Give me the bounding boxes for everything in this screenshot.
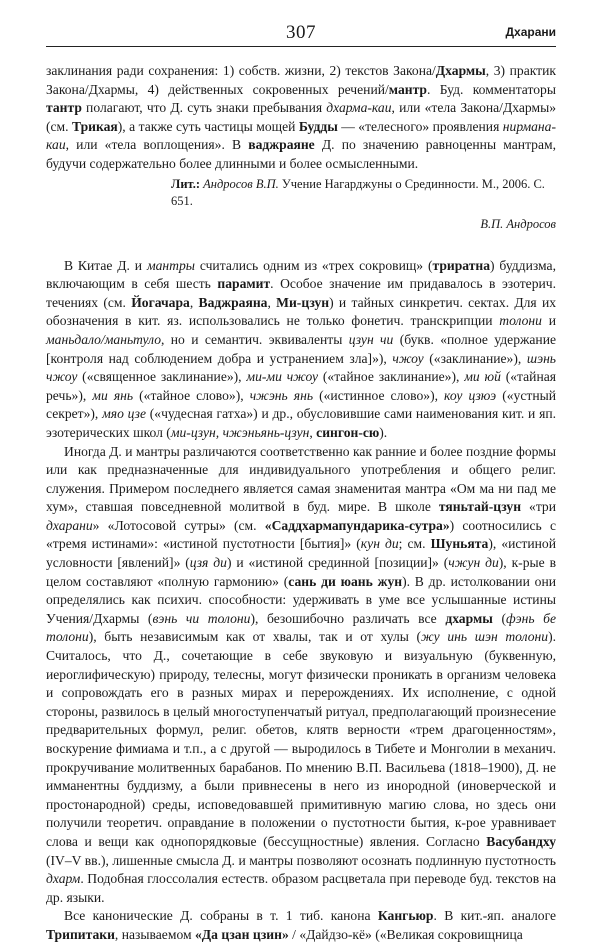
term-italic: ми-ми чжоу [246, 369, 319, 385]
term-italic: мяо цзе [102, 406, 146, 422]
term-bold: триратна [432, 257, 491, 273]
term-bold: Кангьюр [377, 908, 434, 924]
paragraph-canon [46, 907, 556, 944]
term-bold: Шуньята [430, 536, 489, 552]
text-run: » «Лотосовой сутры» (см. [92, 517, 265, 533]
text-run: ; см. [398, 536, 431, 552]
text-run: (IV–V вв.), лишенные смысла Д. и мантры позволяют осознать подлинную пустотность [46, 852, 556, 868]
article-body [46, 62, 556, 945]
term-italic: дхарм [46, 871, 81, 887]
text-run: В Китае Д. и [64, 257, 147, 273]
term-bold: дхармы [445, 610, 493, 626]
term-bold: Трикая [72, 118, 118, 134]
text-run: ) соотносились с «тремя истинами»: «истиной пустотности [бытия]» ( [46, 517, 557, 552]
author-signature [46, 216, 556, 233]
paragraph-china [46, 257, 556, 443]
term-italic: чжэнь янь [249, 387, 314, 403]
term-italic: маньдало/маньтуло [46, 331, 162, 347]
text-run: («тайное слово»), [133, 387, 250, 403]
term-bold: «Да цзан цзин» [194, 926, 289, 942]
text-run: ), безошибочно различать все [250, 610, 446, 626]
text-run: , [189, 294, 199, 310]
text-run: Все канонические Д. собраны в т. 1 тиб. канона [64, 908, 378, 924]
text-run: полагают, что Д. суть знаки пребывания [81, 100, 327, 116]
term-bold: Йогачара [131, 294, 190, 310]
term-italic: шэнь чжоу [46, 350, 556, 385]
text-run: ). [379, 424, 388, 440]
text-run: , или «тела Закона/Дхармы» (см. [46, 100, 557, 134]
text-run: («заклинание»), [423, 350, 527, 366]
text-run: , 3) практик Закона/Дхармы, 4) действенных сокровенных речений/ [46, 63, 557, 97]
literature-reference [171, 176, 556, 210]
term-bold: Дхармы [435, 63, 486, 78]
term-italic: ми юй [464, 369, 501, 385]
term-italic: толони [499, 313, 542, 329]
text-run: , или «тела воплощения». В [65, 137, 249, 153]
term-bold: мантр [388, 81, 427, 97]
text-run: , [309, 424, 317, 440]
paragraph-distinction [46, 443, 556, 908]
text-run: ), а также суть частицы мощей [117, 118, 299, 134]
paragraph-intro [46, 62, 556, 174]
term-bold: Трипитаки [46, 926, 115, 942]
text-run: . Буд. комментаторы [426, 81, 556, 97]
text-run: ) буддизма, включающим в себя шесть [46, 257, 556, 292]
text-run: , но и семантич. эквиваленты [161, 331, 349, 347]
text-run: ), быть независимым как от хвалы, так и от хулы ( [88, 629, 422, 645]
text-run: ) и тайных синкретич. сектах. Для их обозначения в кит. яз. использовались не только фонетич. транскрипции [46, 294, 557, 329]
term-italic: мантры [146, 257, 195, 273]
page-header [46, 24, 556, 47]
text-run: . Особое значение им придавалось в эзотерич. течениях (см. [46, 276, 556, 310]
term-bold: тантр [46, 100, 82, 116]
running-head: Дхарани [505, 25, 556, 39]
term-italic: коу цзюэ [444, 387, 497, 403]
text-run: , [267, 294, 277, 310]
term-bold: Ми-цзун [276, 294, 330, 310]
text-run: «три [521, 499, 557, 515]
text-run: ). В др. истолковании они определялись как психич. способности: удерживать в уме все услышанные истины Учения/Дхармы ( [46, 573, 556, 626]
text-run: . Подобная глоссолалия естеств. образом расцветала при переводе буд. текстов на др. языки. [46, 871, 556, 905]
text-run: заклинания ради сохранения: 1) собств. жизни, 2) текстов Закона/ [46, 63, 436, 78]
term-bold: ваджраяне [248, 137, 315, 153]
text-run: и [541, 313, 556, 329]
term-italic: кун ди [360, 536, 399, 552]
term-bold: сань ди юань жун [288, 573, 403, 589]
term-italic: дхарани [46, 517, 93, 533]
text-run: («истинное слово»), [313, 387, 445, 403]
term-italic: цзя ди [189, 555, 227, 571]
term-italic: дхарма-каи [326, 100, 392, 116]
term-italic: нирмана-каи [46, 118, 556, 153]
text-run: («священное заклинание»), [77, 369, 247, 385]
text-run: , называемом [114, 926, 195, 942]
term-bold: парамит [217, 276, 271, 292]
term-italic: ми янь [92, 387, 134, 403]
text-run: ), «истиной условности [явлений]» ( [46, 536, 556, 571]
term-bold: Ваджраяна [198, 294, 268, 310]
text-run: («устный секрет»), [46, 387, 556, 422]
term-italic: жу инь шэн толони [421, 629, 549, 645]
text-run: В.П. Андросов [480, 216, 556, 231]
text-run: — «телесного» проявления [337, 118, 503, 134]
term-bold: тяньтай-цзун [438, 499, 522, 515]
text-run: Иногда Д. и мантры различаются соответственно как ранние и более поздние формы или как предназначенные для индивидуального употребления и общего религ. служения. Примером последнего является самая знаменитая мантра «Ом ма ни пад ме хум», ставшая повседневной молитвой в буд. мире. В школе [46, 443, 556, 515]
text-run: ) и «истиной срединной [позиции]» ( [226, 555, 449, 571]
term-bold: Лит.: [171, 176, 201, 191]
text-run: / «Дайдзо-кё» («Великая сокровищница [288, 926, 523, 942]
term-italic: фэнь бе толони [46, 610, 557, 645]
text-run: Д. по значению равноценны мантрам, будучи содержательно более длинными и более осмысленными. [46, 137, 557, 171]
text-run: («тайное заклинание»), [318, 369, 465, 385]
term-bold: «Саддхармапундарика-сутра» [264, 517, 450, 533]
term-bold: Васубандху [486, 833, 556, 849]
term-italic: чжун ди [448, 555, 499, 571]
text-run: ( [492, 610, 506, 626]
term-italic: ми-цзун, чжэньянь-цзун [170, 424, 310, 440]
text-run: Учение Нагарджуны о Срединности. М., 2006. С. 651. [171, 176, 545, 208]
term-bold: сингон-сю [316, 424, 380, 440]
text-run: считались одним из «трех сокровищ» ( [194, 257, 433, 273]
term-italic: чжоу [392, 350, 424, 366]
text-run: («тайная речь»), [46, 369, 557, 403]
text-run: . В кит.-яп. аналоге [433, 908, 557, 924]
text-run: ), к-рые в целом составляют «полную гармонию» ( [46, 555, 556, 589]
term-italic: Андросов В.П. [203, 176, 279, 191]
text-run: ). Считалось, что Д., сочетающие в себе звуковую и визуальную (буквенную, иероглифическую) природу, телесны, могут физически проникать в организм человека и сопровождать его в разных мирах и перерождениях. Их исполнение, с одной стороны, развилось в целый многоступенчатый ритуал, предполагающий произнесение предварительных формул, религ. обетов, клятв верности «трем драгоценностям», воскурение фимиама и т.п., а с другой — выродилось в Тибете и Монголии в механич. прокручивание молитвенных барабанов. По мнению В.П. Васильева (1818–1900), Д. не имманентны буддизму, а были привнесены в него из инородной (иноверческой и простонародной) среды, исповедовавшей примитивную магию слова, но здесь они получили теоретич. оправдание в положении о пустотности бытия, к-рое уравнивает слова и вещи как однопорядковые (бессущностные) явления. Согласно [46, 629, 556, 849]
text-run: (букв. «полное удержание [контроля над соблюдением добра и устранением зла]»), [46, 331, 556, 366]
page-number: 307 [286, 22, 316, 43]
text-run: («чудесная гатха») и др., обусловившие сами наименования кит. и яп. эзотерических школ ( [46, 406, 556, 440]
term-italic: вэнь чи толони [152, 610, 251, 626]
term-italic: цзун чи [348, 331, 394, 347]
term-bold: Будды [298, 118, 338, 134]
